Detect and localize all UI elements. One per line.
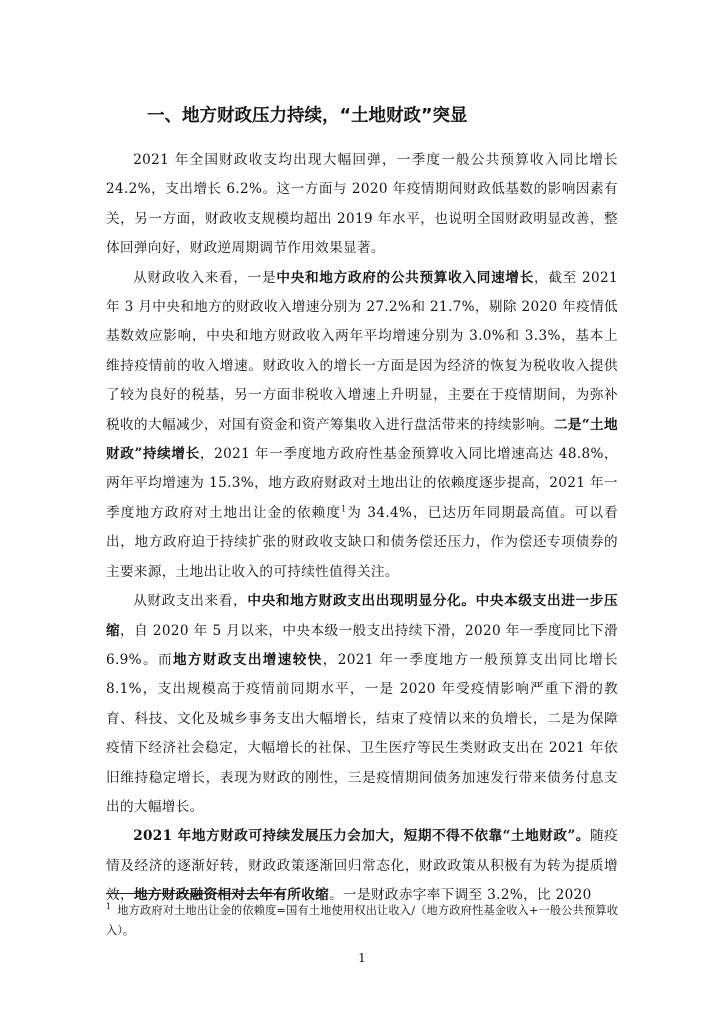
bold-phrase: 2021 年地方财政可持续发展压力会加大，短期不得不依靠“土地财政”。 [133,828,590,845]
footnote-text: 地方政府对土地出让金的依赖度=国有土地使用权出让收入/（地方政府性基金收入+一般公共预算收入）。 [106,904,618,937]
text-segment: ，2021 年一季度地方政府性基金预算收入同比增速高达 48.8%，两年平均增速为 15.3%，地方政府财政对土地出让的依赖度逐步提高，2021 年一季度地方政府对土地出让金的依赖度 [106,446,618,521]
footnote-divider [106,893,285,894]
bold-phrase: 地方财政融资相对去年有所收缩 [133,887,330,904]
bold-phrase: 二是“土地财政”持续增长 [106,416,618,463]
bold-phrase: 中央和地方政府的公共预算收入同速增长 [276,269,535,286]
text-segment: 从财政收入来看，一是 [133,269,277,286]
footnote [106,901,618,940]
footnote-number: 1 [106,902,112,912]
footnote-ref: 1 [341,504,347,514]
text-segment: ，2021 年一季度地方一般预算支出同比增长 8.1%，支出规模高于疫情前同期水平，一是 2020 年受疫情影响严重下滑的教育、科技、文化及城乡事务支出大幅增长，结束了疫情以来的负增长，二是为保障疫情下经济社会稳定，大幅增长的社保、卫生医疗等民生类财政支出在 2021 年依旧维持稳定增长，表现为财政的刚性，三是疫情期间债务加速发行带来债务付息支出的大幅增长。 [106,651,619,815]
bold-phrase: 中央和地方财政支出出现明显分化。中央本级支出进一步压缩 [106,593,618,639]
paragraph-1 [106,146,618,264]
bold-phrase: 地方财政支出增速较快 [172,651,323,668]
text-segment: 为 34.4%，已达历年同期最高值。可以看出，地方政府迫于持续扩张的财政收支缺口和债务偿还压力，作为偿还专项债券的主要来源，土地出让收入的可持续性值得关注。 [106,504,618,580]
text-segment: 随疫情及经济的逐渐好转，财政政策逐渐回归常态化，财政政策从积极有为转为提质增效， [106,828,619,904]
text-segment: 2021 年全国财政收支均出现大幅回弹，一季度一般公共预算收入同比增长 24.2%，支出增长 6.2%。这一方面与 2020 年疫情期间财政低基数的影响因素有关，另一方面，财政收支规模均超出 2019 年水平，也说明全国财政明显改善，整体回弹向好，财政逆周期调节作用效果显著。 [106,152,618,257]
paragraph-4 [106,822,618,910]
paragraph-2 [106,264,618,587]
section-heading: 一、地方财政压力持续，“土地财政”突显 [147,106,468,126]
body-text [106,146,618,911]
text-segment: 。一是财政赤字率下调至 3.2%，比 2020 [329,887,592,904]
text-segment: 从财政支出来看， [133,593,248,610]
page-number: 1 [358,951,366,965]
text-segment: ，自 2020 年 5 月以来，中央本级一般支出持续下滑，2020 年一季度同比下滑 6.9%。而 [106,622,618,668]
paragraph-3 [106,587,618,822]
text-segment: ，截至 2021 年 3 月中央和地方的财政收入增速分别为 27.2%和 21.7%，剔除 2020 年疫情低基数效应影响，中央和地方财政收入两年平均增速分别为 3.0%和 3.3%，基本上维持疫情前的收入增速。财政收入的增长一方面是因为经济的恢复为税收收入提供了较为良好的税基，另一方面非税收入增速上升明显，主要在于疫情期间，为弥补税收的大幅减少，对国有资金和资产筹集收入进行盘活带来的持续影响。 [106,269,618,433]
